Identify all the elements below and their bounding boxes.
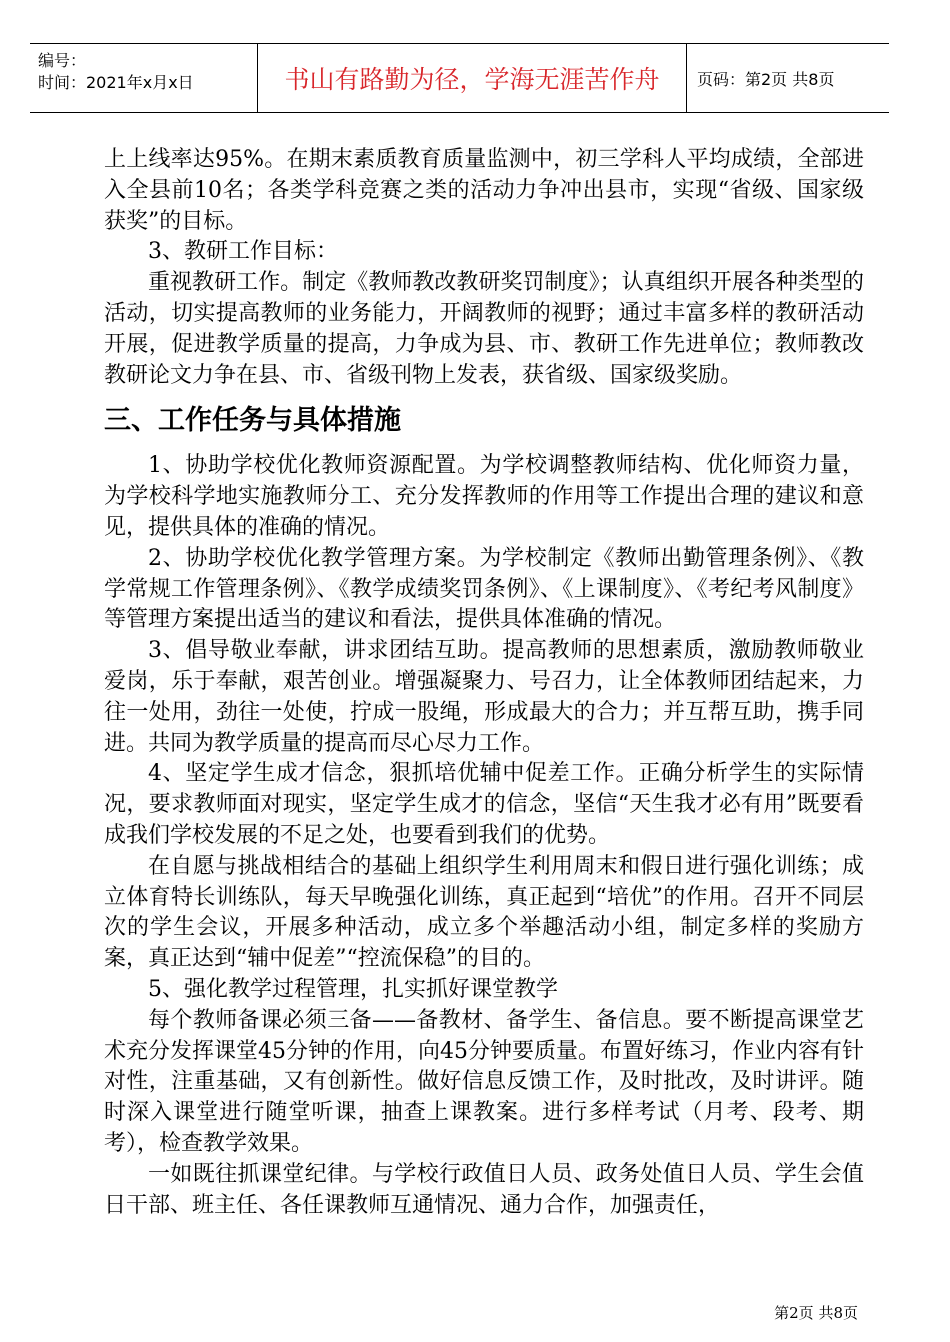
footer-page-label: 第2页 共8页	[774, 1304, 858, 1322]
header-motto-text: 书山有路勤为径，学海无涯苦作舟	[284, 65, 660, 94]
paragraph: 4、坚定学生成才信念，狠抓培优辅中促差工作。正确分析学生的实际情况，要求教师面对现实，坚定学生成才的信念，坚信“天生我才必有用”既要看成我们学校发展的不足之处，也要看到我们的优势。	[104, 761, 864, 848]
header-meta	[30, 44, 257, 112]
page-footer	[774, 1302, 858, 1323]
page-header	[30, 43, 889, 113]
paragraph: 3、倡导敬业奉献，讲求团结互助。提高教师的思想素质，激励教师敬业爱岗，乐于奉献，艰苦创业。增强凝聚力、号召力，让全体教师团结起来，力往一处用，劲往一处使，拧成一股绳，形成最大的合力；并互帮互助，携手同进。共同为教学质量的提高而尽心尽力工作。	[104, 638, 864, 756]
paragraph: 3、教研工作目标：	[148, 239, 338, 265]
paragraph: 上上线率达95%。在期末素质教育质量监测中，初三学科人平均成绩，全部进入全县前10名；各类学科竞赛之类的活动力争冲出县市，实现“省级、国家级获奖”的目标。	[104, 147, 864, 234]
header-motto	[257, 44, 687, 112]
paragraph: 一如既往抓课堂纪律。与学校行政值日人员、政务处值日人员、学生会值日干部、班主任、各任课教师互通情况、通力合作，加强责任，	[104, 1161, 864, 1218]
header-date-label: 时间：2021年x月x日	[38, 73, 194, 92]
paragraph: 1、协助学校优化教师资源配置。为学校调整教师结构、优化师资力量，为学校科学地实施教师分工、充分发挥教师的作用等工作提出合理的建议和意见，提供具体的准确的情况。	[104, 453, 864, 540]
header-page-label: 页码：第2页 共8页	[697, 69, 835, 89]
document-body	[104, 145, 864, 1221]
paragraph: 在自愿与挑战相结合的基础上组织学生利用周末和假日进行强化训练；成立体育特长训练队，每天早晚强化训练，真正起到“培优”的作用。召开不同层次的学生会议，开展多种活动，成立多个举趣活动小组，制定多样的奖励方案，真正达到“辅中促差”“控流保稳”的目的。	[104, 853, 864, 972]
header-page	[687, 44, 889, 112]
paragraph: 5、强化教学过程管理，扎实抓好课堂教学	[148, 976, 558, 1002]
paragraph: 2、协助学校优化教学管理方案。为学校制定《教师出勤管理条例》、《教学常规工作管理条例》、《教学成绩奖罚条例》、《上课制度》、《考纪考风制度》等管理方案提出适当的建议和看法，提供具体准确的情况。	[104, 545, 864, 633]
section-heading: 三、工作任务与具体措施	[104, 405, 401, 437]
paragraph: 每个教师备课必须三备——备教材、备学生、备信息。要不断提高课堂艺术充分发挥课堂45分钟的作用，向45分钟要质量。布置好练习，作业内容有针对性，注重基础，又有创新性。做好信息反馈工作，及时批改，及时讲评。随时深入课堂进行随堂听课，抽查上课教案。进行多样考试（月考、段考、期考），检查教学效果。	[104, 1007, 864, 1156]
header-number-label: 编号：	[38, 51, 87, 70]
paragraph: 重视教研工作。制定《教师教改教研奖罚制度》；认真组织开展各种类型的活动，切实提高教师的业务能力，开阔教师的视野；通过丰富多样的教研活动开展，促进教学质量的提高，力争成为县、市、教研工作先进单位；教师教改教研论文力争在县、市、省级刊物上发表，获省级、国家级奖励。	[104, 270, 864, 388]
